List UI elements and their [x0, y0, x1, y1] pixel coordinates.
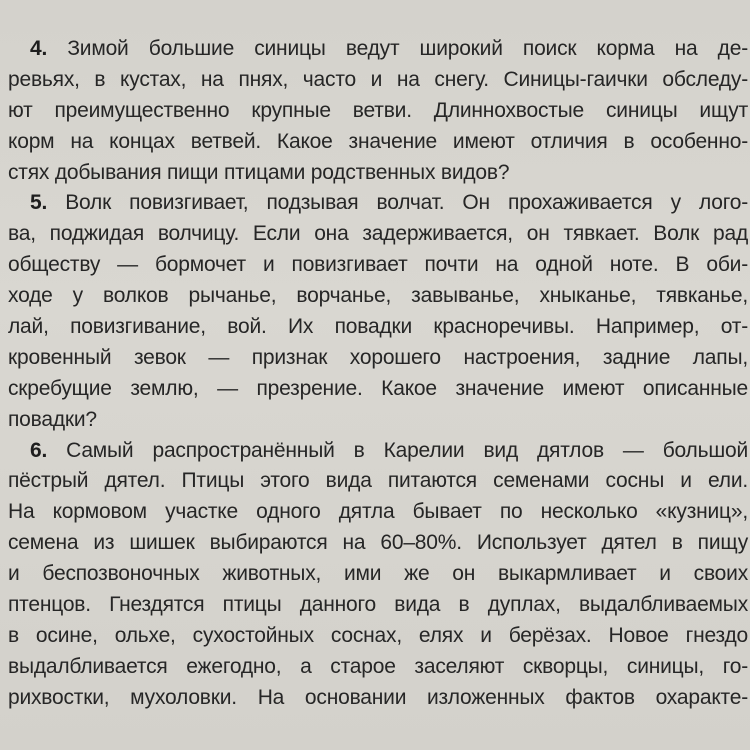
paragraph-6-line-6	[8, 590, 748, 621]
paragraph-4-line-2	[8, 65, 748, 96]
paragraph-5-line-8	[8, 405, 748, 436]
text-line: Зимой большие синицы ведут широкий поиск корма на де-	[67, 37, 748, 60]
paragraph-6-line-5	[8, 559, 748, 590]
text-line: семена из шишек выбираются на 60–80%. Использует дятел в пищу	[8, 531, 748, 555]
paragraph-6-line-8	[8, 652, 748, 683]
book-page	[8, 34, 748, 714]
text-line: ва, поджидая волчицу. Если она задерживается, он тявкает. Волк рад	[8, 222, 748, 246]
paragraph-5-line-4	[8, 281, 748, 312]
text-line: в осине, ольхе, сухостойных соснах, елях и берёзах. Новое гнездо	[8, 623, 748, 647]
paragraph-4-line-1	[8, 34, 748, 65]
exercise-number-6: 6.	[30, 438, 48, 462]
text-line: выдалбливается ежегодно, а старое заселяют скворцы, синицы, го-	[8, 654, 748, 678]
text-line: ют преимущественно крупные ветви. Длиннохвостые синицы ищут	[8, 98, 748, 122]
paragraph-5-line-1	[8, 188, 748, 219]
paragraph-6-line-7	[8, 621, 748, 652]
paragraph-5-line-3	[8, 250, 748, 281]
text-line: кровенный зевок — признак хорошего настроения, задние лапы,	[8, 345, 748, 369]
paragraph-5-line-5	[8, 312, 748, 343]
text-line: лай, повизгивание, вой. Их повадки красноречивы. Например, от-	[8, 315, 748, 339]
text-line: пёстрый дятел. Птицы этого вида питаются семенами сосны и ели.	[8, 469, 748, 493]
text-line: корм на концах ветвей. Какое значение имеют отличия в особенно-	[8, 129, 748, 153]
paragraph-4-line-3	[8, 96, 748, 127]
paragraph-6-line-4	[8, 528, 748, 559]
paragraph-5-line-2	[8, 219, 748, 250]
text-line: Волк повизгивает, подзывая волчат. Он прохаживается у лого-	[65, 191, 748, 215]
text-line: птенцов. Гнездятся птицы данного вида в дуплах, выдалбливаемых	[8, 593, 748, 617]
text-line: повадки?	[8, 407, 97, 431]
text-line: стях добывания пищи птицами родственных видов?	[8, 160, 510, 184]
text-line: ходе у волков рычанье, ворчанье, завыванье, хныканье, тявканье,	[8, 284, 748, 308]
paragraph-6-line-2	[8, 466, 748, 497]
exercise-number-4: 4.	[30, 37, 48, 60]
text-line: скребущие землю, — презрение. Какое значение имеют описанные	[8, 376, 748, 400]
text-line: ревьях, в кустах, на пнях, часто и на снегу. Синицы-гаички обследу-	[8, 67, 748, 91]
paragraph-6-line-3	[8, 497, 748, 528]
paragraph-4-line-5	[8, 158, 748, 189]
paragraph-6-line-9	[8, 683, 748, 714]
text-line: обществу — бормочет и повизгивает почти на одной ноте. В оби-	[8, 253, 748, 277]
paragraph-4-line-4	[8, 127, 748, 158]
text-line: рихвостки, мухоловки. На основании изложенных фактов охаракте-	[8, 685, 748, 709]
paragraph-6-line-1	[8, 436, 748, 467]
exercise-number-5: 5.	[30, 191, 48, 215]
text-line: и беспозвоночных животных, ими же он выкармливает и своих	[8, 562, 748, 586]
text-line: Самый распространённый в Карелии вид дятлов — большой	[66, 438, 748, 462]
paragraph-5-line-7	[8, 374, 748, 405]
paragraph-5-line-6	[8, 343, 748, 374]
text-line: На кормовом участке одного дятла бывает по несколько «кузниц»,	[8, 500, 748, 524]
